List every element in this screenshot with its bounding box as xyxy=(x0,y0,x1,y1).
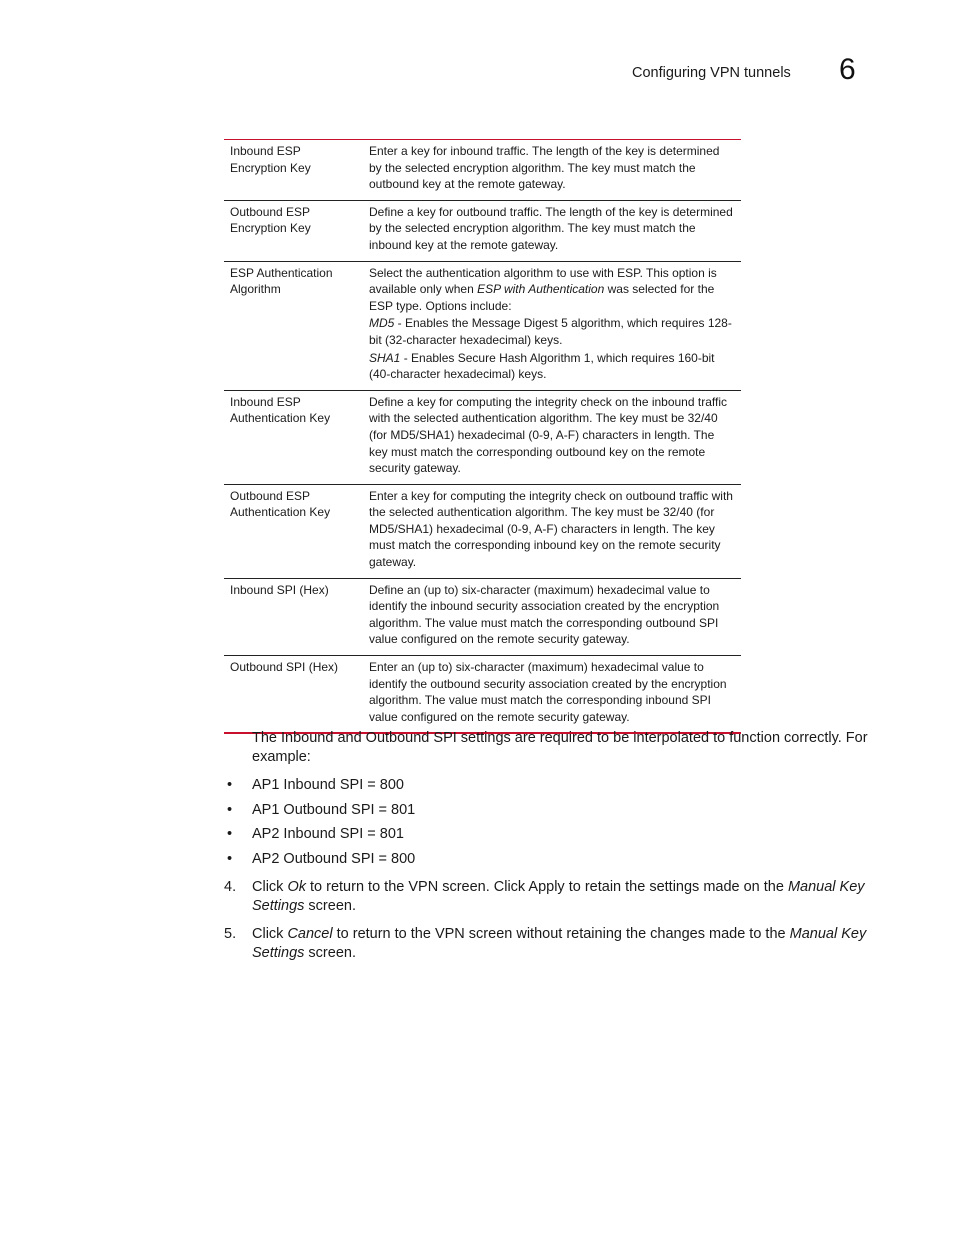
parameter-name xyxy=(224,140,359,201)
text-run: Enter a key for inbound traffic. The length of the key is determined by the selected encryption algorithm. The key must match the outbound key at the remote gateway. xyxy=(369,144,720,192)
parameter-name-line: Outbound ESP xyxy=(230,488,311,503)
text-run: screen. xyxy=(304,898,356,914)
step-4 xyxy=(224,878,872,916)
list-item-text: AP1 Inbound SPI = 800 xyxy=(252,777,404,793)
table-row xyxy=(224,140,741,201)
parameter-name-line: Encryption Key xyxy=(230,221,311,236)
parameter-name-line: Outbound SPI (Hex) xyxy=(230,660,339,675)
text-run: screen. xyxy=(304,945,356,961)
parameter-name-line: Inbound ESP xyxy=(230,394,301,409)
emphasis-text: Cancel xyxy=(287,926,333,942)
parameter-name-line: Inbound ESP xyxy=(230,144,301,158)
intro-paragraph: The Inbound and Outbound SPI settings are required to be interpolated to function correctly. For example: xyxy=(252,730,868,765)
parameter-name xyxy=(224,261,359,390)
parameter-name-line: Encryption Key xyxy=(230,160,311,175)
emphasis-text: MD5 xyxy=(369,316,395,331)
bullet-icon: • xyxy=(227,801,233,818)
parameter-description xyxy=(359,578,741,655)
parameter-description xyxy=(359,390,741,484)
emphasis-text: Manual Key Settings xyxy=(252,926,867,961)
emphasis-text: ESP with Authentication xyxy=(477,282,605,297)
description-paragraph xyxy=(369,265,735,315)
text-run: Define an (up to) six-character (maximum) hexadecimal value to identify the inbound security association created by the encryption algorithm. The value must match the corresponding outbound SPI value configured on the remote security gateway. xyxy=(369,582,720,647)
bullet-icon: • xyxy=(227,777,233,793)
parameter-description xyxy=(359,140,741,201)
chapter-number: 6 xyxy=(839,53,856,86)
text-run: Define a key for computing the integrity check on the inbound traffic with the selected authentication algorithm. The key must be 32/40 (for MD5/SHA1) hexadecimal (0-9, A-F) characters in length. The key must match the corresponding outbound key on the remote security gateway. xyxy=(369,394,727,476)
text-run: - Enables the Message Digest 5 algorithm, which requires 128-bit (32-character hexadecimal) keys. xyxy=(369,316,732,347)
text-run: Select the authentication algorithm to use with ESP. This option is available only when xyxy=(369,265,717,297)
text-run: to return to the VPN screen without retaining the changes made to the xyxy=(332,926,790,942)
step-text xyxy=(252,878,872,916)
table-row xyxy=(224,261,741,390)
parameter-name-line: Inbound SPI (Hex) xyxy=(230,582,329,597)
table-row xyxy=(224,390,741,484)
text-run: Click xyxy=(252,879,288,895)
parameter-name-line: ESP Authentication xyxy=(230,265,333,280)
parameter-name xyxy=(224,390,359,484)
emphasis-text: Manual Key Settings xyxy=(252,879,865,914)
list-item xyxy=(224,850,415,875)
list-item-text: AP1 Outbound SPI = 801 xyxy=(252,801,416,818)
bullet-icon: • xyxy=(227,826,233,843)
emphasis-text: SHA1 xyxy=(369,350,401,365)
parameter-name xyxy=(224,200,359,261)
text-run: Enter an (up to) six-character (maximum) hexadecimal value to identify the outbound security association created by the encryption algorithm. The value must match the corresponding inbound SPI value configured on the remote security gateway. xyxy=(369,660,727,724)
parameter-name xyxy=(224,656,359,734)
description-paragraph xyxy=(369,143,735,193)
parameter-description xyxy=(359,484,741,578)
description-paragraph xyxy=(369,394,735,477)
text-run: was selected for the ESP type. Options include: xyxy=(369,282,715,313)
table-row xyxy=(224,200,741,261)
list-item xyxy=(224,776,415,801)
step-5 xyxy=(224,925,872,963)
list-item-text: AP2 Inbound SPI = 801 xyxy=(252,826,404,843)
parameter-name-line: Authentication Key xyxy=(230,505,331,520)
list-item-text: AP2 Outbound SPI = 800 xyxy=(252,851,416,868)
parameter-table xyxy=(224,139,741,734)
description-paragraph xyxy=(369,659,735,725)
table-row xyxy=(224,578,741,655)
table-row xyxy=(224,484,741,578)
text-run: - Enables Secure Hash Algorithm 1, which requires 160-bit (40-character hexadecimal) keys. xyxy=(369,350,715,382)
parameter-name xyxy=(224,484,359,578)
parameter-name xyxy=(224,578,359,655)
parameter-name-line: Authentication Key xyxy=(230,411,331,426)
description-paragraph xyxy=(369,204,735,254)
parameter-description xyxy=(359,656,741,734)
parameter-name-line: Algorithm xyxy=(230,282,281,297)
description-paragraph xyxy=(369,488,735,571)
text-run: Click xyxy=(252,926,288,942)
section-title: Configuring VPN tunnels xyxy=(632,65,791,81)
list-item xyxy=(224,801,415,826)
parameter-description xyxy=(359,261,741,390)
text-run: Enter a key for computing the integrity check on outbound traffic with the selected authentication algorithm. The key must be 32/40 (for MD5/SHA1) hexadecimal (0-9, A-F) characters in length. The key must match the corresponding inbound key on the remote security gateway. xyxy=(369,488,733,570)
description-paragraph xyxy=(369,315,735,348)
step-number: 5. xyxy=(224,926,237,942)
parameter-description xyxy=(359,200,741,261)
parameter-name-line: Outbound ESP xyxy=(230,204,311,219)
bullet-icon: • xyxy=(227,851,233,868)
step-text xyxy=(252,925,872,963)
description-paragraph xyxy=(369,350,735,383)
list-item xyxy=(224,825,415,850)
table-row xyxy=(224,656,741,734)
emphasis-text: Ok xyxy=(287,879,306,895)
text-run: Define a key for outbound traffic. The length of the key is determined by the selected encryption algorithm. The key must match the inbound key at the remote gateway. xyxy=(369,204,733,252)
step-number: 4. xyxy=(224,879,237,895)
text-run: to return to the VPN screen. Click Apply to retain the settings made on the xyxy=(305,879,788,895)
spi-example-list xyxy=(224,776,415,875)
description-paragraph xyxy=(369,582,735,648)
